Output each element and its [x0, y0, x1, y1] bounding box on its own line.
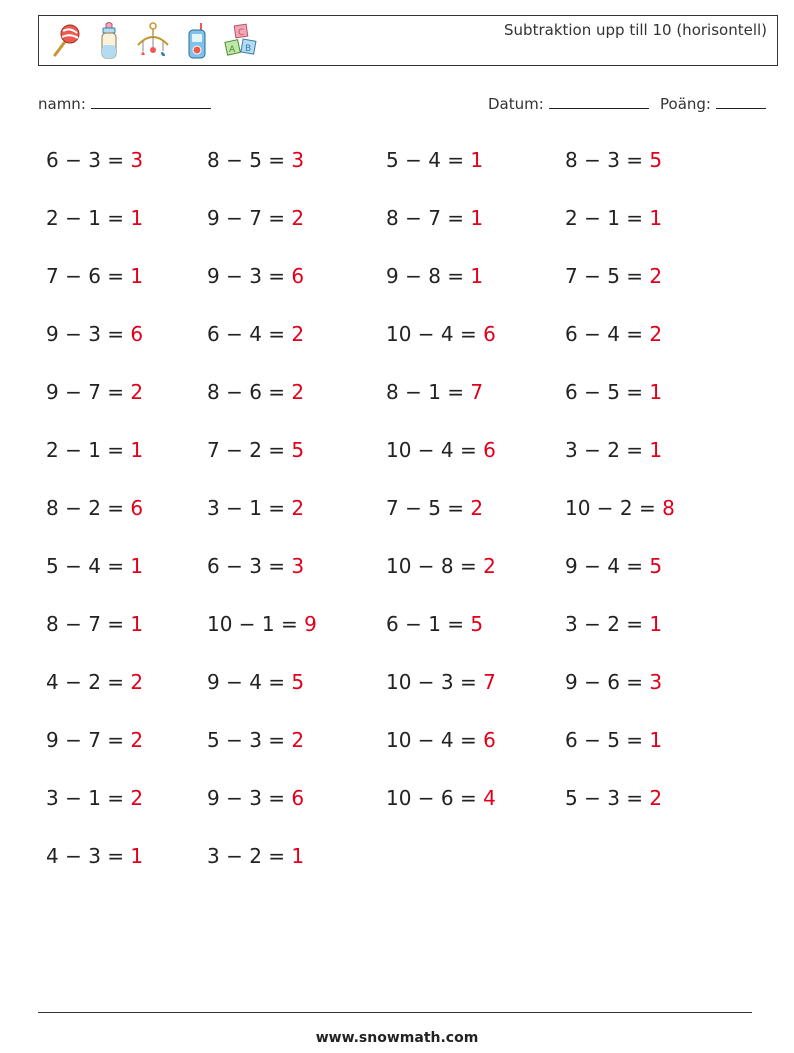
- icon-strip: [47, 21, 259, 61]
- problem-question: 6 − 5 =: [565, 380, 650, 404]
- problem-answer: 1: [470, 206, 484, 230]
- problem-question: 9 − 7 =: [46, 380, 131, 404]
- problem-question: 9 − 8 =: [386, 264, 471, 288]
- problem-item: [386, 203, 565, 261]
- score-line[interactable]: [716, 94, 766, 109]
- name-field: [38, 94, 211, 113]
- problem-question: 3 − 2 =: [565, 438, 650, 462]
- problem-answer: 3: [291, 554, 305, 578]
- problem-item: [207, 609, 386, 667]
- problem-item: [207, 667, 386, 725]
- problem-question: 5 − 3 =: [565, 786, 650, 810]
- problem-answer: 5: [649, 554, 663, 578]
- problem-item: [46, 667, 207, 725]
- problem-item: [207, 145, 386, 203]
- problem-question: 10 − 4 =: [386, 322, 484, 346]
- problem-item: [565, 203, 735, 261]
- problem-question: 9 − 4 =: [565, 554, 650, 578]
- problem-answer: 1: [130, 206, 144, 230]
- name-label: namn:: [38, 95, 86, 113]
- problem-answer: 2: [291, 728, 305, 752]
- baby-bottle-icon: [91, 21, 127, 61]
- problem-item: [386, 551, 565, 609]
- problem-question: 10 − 4 =: [386, 438, 484, 462]
- problem-question: 8 − 7 =: [386, 206, 471, 230]
- problem-answer: 9: [304, 612, 317, 636]
- problem-question: 10 − 1 =: [207, 612, 305, 636]
- problem-question: 6 − 5 =: [565, 728, 650, 752]
- problem-question: 9 − 6 =: [565, 670, 650, 694]
- problem-answer: 7: [470, 380, 484, 404]
- problem-item: [386, 667, 565, 725]
- problem-question: 3 − 1 =: [207, 496, 292, 520]
- problem-question: 9 − 3 =: [46, 322, 131, 346]
- problem-answer: 2: [130, 380, 144, 404]
- problem-item: [46, 435, 207, 493]
- problem-item: [46, 261, 207, 319]
- problem-answer: 6: [130, 496, 144, 520]
- problem-question: 7 − 5 =: [386, 496, 471, 520]
- problem-question: 10 − 3 =: [386, 670, 484, 694]
- problem-item: [207, 493, 386, 551]
- score-label: Poäng:: [660, 95, 711, 113]
- problem-answer: 2: [649, 264, 663, 288]
- problem-question: 8 − 3 =: [565, 148, 650, 172]
- problem-item: [46, 145, 207, 203]
- problem-question: 8 − 5 =: [207, 148, 292, 172]
- problem-answer: 1: [130, 612, 144, 636]
- problem-item: [46, 725, 207, 783]
- problem-item: [46, 841, 207, 899]
- rattle-icon: [47, 21, 83, 61]
- problem-answer: 5: [291, 670, 305, 694]
- problem-question: 9 − 4 =: [207, 670, 292, 694]
- problem-answer: 2: [470, 496, 484, 520]
- date-field: [488, 94, 649, 113]
- problem-answer: 2: [649, 322, 663, 346]
- problem-question: 3 − 2 =: [565, 612, 650, 636]
- problem-item: [207, 377, 386, 435]
- abc-blocks-icon: [223, 21, 259, 61]
- problem-answer: 6: [483, 438, 496, 462]
- problem-answer: 5: [470, 612, 484, 636]
- problem-question: 6 − 4 =: [207, 322, 292, 346]
- problem-answer: 6: [483, 322, 496, 346]
- problem-item: [386, 145, 565, 203]
- problem-item: [386, 319, 565, 377]
- problem-question: 5 − 4 =: [46, 554, 131, 578]
- problem-answer: 2: [291, 496, 305, 520]
- problem-answer: 1: [130, 264, 144, 288]
- problem-question: 5 − 3 =: [207, 728, 292, 752]
- problem-answer: 6: [291, 786, 305, 810]
- problem-question: 2 − 1 =: [46, 206, 131, 230]
- problem-answer: 1: [649, 380, 663, 404]
- problem-item: [46, 609, 207, 667]
- problem-item: [46, 377, 207, 435]
- problem-question: 8 − 1 =: [386, 380, 471, 404]
- problem-item: [46, 203, 207, 261]
- problem-question: 8 − 7 =: [46, 612, 131, 636]
- svg-text:A: A: [229, 45, 236, 55]
- svg-text:C: C: [238, 28, 245, 38]
- problem-item: [565, 551, 735, 609]
- problem-answer: 3: [291, 148, 305, 172]
- problem-question: 6 − 4 =: [565, 322, 650, 346]
- problem-item: [207, 841, 386, 899]
- problem-question: 8 − 2 =: [46, 496, 131, 520]
- problem-answer: 7: [483, 670, 496, 694]
- worksheet-header: [38, 15, 778, 66]
- problem-item: [386, 261, 565, 319]
- problem-answer: 1: [470, 264, 484, 288]
- problem-answer: 3: [649, 670, 663, 694]
- problem-answer: 1: [130, 554, 144, 578]
- problem-answer: 3: [130, 148, 144, 172]
- problem-question: 10 − 6 =: [386, 786, 484, 810]
- problem-question: 7 − 5 =: [565, 264, 650, 288]
- problem-answer: 8: [662, 496, 675, 520]
- problem-item: [565, 377, 735, 435]
- problem-question: 4 − 3 =: [46, 844, 131, 868]
- date-line[interactable]: [549, 94, 649, 109]
- svg-text:B: B: [245, 44, 252, 54]
- problem-answer: 1: [130, 438, 144, 462]
- problem-item: [386, 493, 565, 551]
- problem-item: [46, 493, 207, 551]
- problem-question: 7 − 2 =: [207, 438, 292, 462]
- problem-answer: 2: [649, 786, 663, 810]
- problem-question: 6 − 1 =: [386, 612, 471, 636]
- problem-question: 10 − 4 =: [386, 728, 484, 752]
- problem-item: [386, 725, 565, 783]
- problem-item: [207, 203, 386, 261]
- problem-item: [565, 319, 735, 377]
- problem-question: 10 − 8 =: [386, 554, 484, 578]
- footer-url: www.snowmath.com: [315, 1030, 479, 1046]
- problem-question: 5 − 4 =: [386, 148, 471, 172]
- problem-answer: 6: [130, 322, 144, 346]
- problem-question: 8 − 6 =: [207, 380, 292, 404]
- problem-question: 9 − 3 =: [207, 786, 292, 810]
- problem-item: [207, 435, 386, 493]
- problem-item: [386, 783, 565, 841]
- problem-item: [565, 261, 735, 319]
- footer-divider: [38, 1012, 752, 1013]
- problem-item: [207, 319, 386, 377]
- baby-monitor-icon: [179, 21, 215, 61]
- problem-question: 3 − 2 =: [207, 844, 292, 868]
- problem-question: 9 − 7 =: [46, 728, 131, 752]
- problem-question: 9 − 7 =: [207, 206, 292, 230]
- score-field: [660, 94, 766, 113]
- problem-answer: 1: [130, 844, 144, 868]
- problem-answer: 2: [130, 670, 144, 694]
- problem-item: [565, 493, 735, 551]
- problem-question: 10 − 2 =: [565, 496, 663, 520]
- problem-answer: 2: [130, 786, 144, 810]
- problem-answer: 2: [130, 728, 144, 752]
- problem-item: [207, 725, 386, 783]
- problem-answer: 1: [649, 438, 663, 462]
- problem-answer: 1: [649, 206, 663, 230]
- problem-answer: 6: [483, 728, 496, 752]
- problem-item: [565, 725, 735, 783]
- problem-item: [207, 551, 386, 609]
- problem-item: [46, 319, 207, 377]
- problem-question: 6 − 3 =: [207, 554, 292, 578]
- problem-item: [207, 783, 386, 841]
- problem-answer: 5: [649, 148, 663, 172]
- problem-question: 2 − 1 =: [565, 206, 650, 230]
- problem-grid: [46, 145, 766, 899]
- problem-answer: 1: [291, 844, 305, 868]
- problem-answer: 1: [649, 728, 663, 752]
- problem-answer: 1: [649, 612, 663, 636]
- problem-item: [386, 377, 565, 435]
- problem-answer: 5: [291, 438, 305, 462]
- worksheet-title: Subtraktion upp till 10 (horisontell): [504, 21, 767, 39]
- problem-item: [46, 551, 207, 609]
- problem-answer: 2: [291, 322, 305, 346]
- problem-item: [386, 435, 565, 493]
- problem-answer: 1: [470, 148, 484, 172]
- problem-item: [565, 667, 735, 725]
- name-line[interactable]: [91, 94, 211, 109]
- problem-question: 2 − 1 =: [46, 438, 131, 462]
- problem-item: [207, 261, 386, 319]
- problem-answer: 2: [483, 554, 496, 578]
- problem-item: [565, 783, 735, 841]
- problem-question: 7 − 6 =: [46, 264, 131, 288]
- problem-answer: 6: [291, 264, 305, 288]
- problem-item: [565, 145, 735, 203]
- date-label: Datum:: [488, 95, 544, 113]
- problem-question: 3 − 1 =: [46, 786, 131, 810]
- problem-answer: 2: [291, 380, 305, 404]
- problem-question: 4 − 2 =: [46, 670, 131, 694]
- problem-item: [46, 783, 207, 841]
- crib-mobile-icon: [135, 21, 171, 61]
- problem-item: [565, 609, 735, 667]
- problem-answer: 4: [483, 786, 496, 810]
- problem-item: [386, 609, 565, 667]
- problem-item: [565, 435, 735, 493]
- problem-answer: 2: [291, 206, 305, 230]
- problem-question: 9 − 3 =: [207, 264, 292, 288]
- problem-question: 6 − 3 =: [46, 148, 131, 172]
